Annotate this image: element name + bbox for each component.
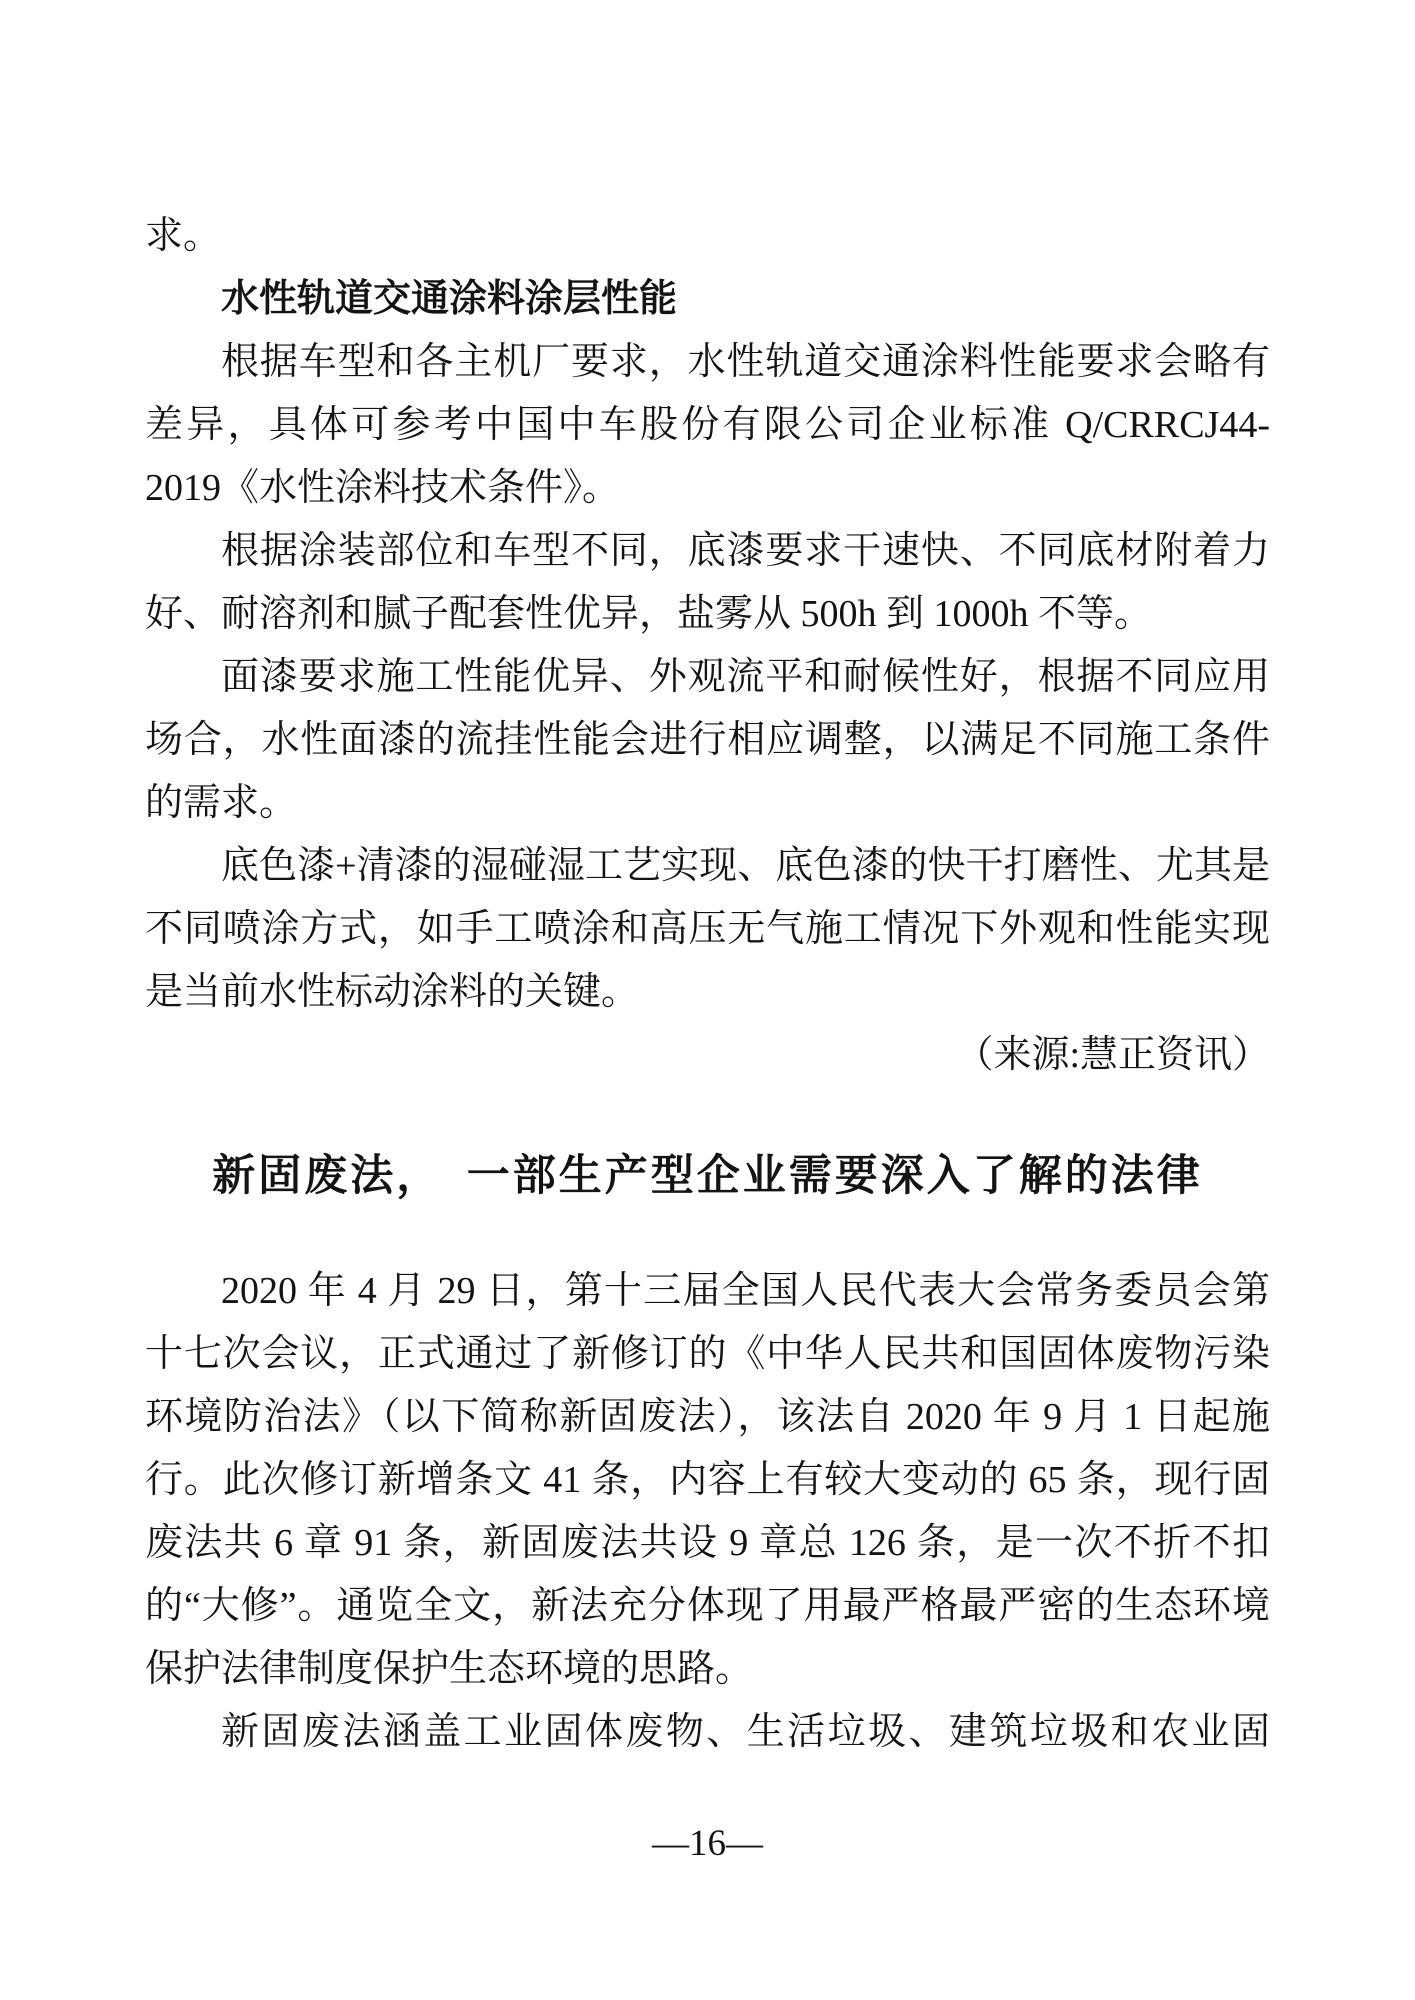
source-attribution: （来源:慧正资讯）	[955, 1034, 1270, 1076]
paragraph: 底色漆+清漆的湿碰湿工艺实现、底色漆的快干打磨性、尤其是不同喷涂方式，如手工喷涂和高压无气施工情况下外观和性能实现是当前水性标动涂料的关键。	[145, 845, 1270, 1013]
paragraph: 根据涂装部位和车型不同，底漆要求干速快、不同底材附着力好、耐溶剂和腻子配套性优异，盐雾从 500h 到 1000h 不等。	[145, 530, 1270, 635]
page-number: —16—	[652, 1823, 763, 1864]
paragraph: 2020 年 4 月 29 日，第十三届全国人民代表大会常务委员会第十七次会议，正式通过了新修订的《中华人民共和国固体废物污染环境防治法》（以下简称新固废法），该法自 2020 年 9 月 1 日起施行。此次修订新增条文 41 条，内容上有较大变动的 65 条，现行固废法共 6 章 91 条，新固废法共设 9 章总 126 条，是一次不折不扣的“大修”。通览全文，新法充分体现了用最严格最严密的生态环境保护法律制度保护生态环境的思路。	[145, 1270, 1270, 1690]
section-heading: 水性轨道交通涂料涂层性能	[221, 278, 678, 320]
article-solid-waste-law	[145, 1145, 1270, 1764]
paragraph-continuation: 求。	[145, 215, 222, 257]
paragraph: 根据车型和各主机厂要求，水性轨道交通涂料性能要求会略有差异，具体可参考中国中车股份有限公司企业标准 Q/CRRCJ44-2019《水性涂料技术条件》。	[145, 341, 1270, 509]
paragraph: 面漆要求施工性能优异、外观流平和耐候性好，根据不同应用场合，水性面漆的流挂性能会进行相应调整，以满足不同施工条件的需求。	[145, 656, 1270, 824]
article-headline: 新固废法， 一部生产型企业需要深入了解的法律	[212, 1153, 1203, 1200]
article-waterborne-coatings	[145, 205, 1270, 1087]
paragraph: 新固废法涵盖工业固体废物、生活垃圾、建筑垃圾和农业固	[221, 1711, 1270, 1753]
